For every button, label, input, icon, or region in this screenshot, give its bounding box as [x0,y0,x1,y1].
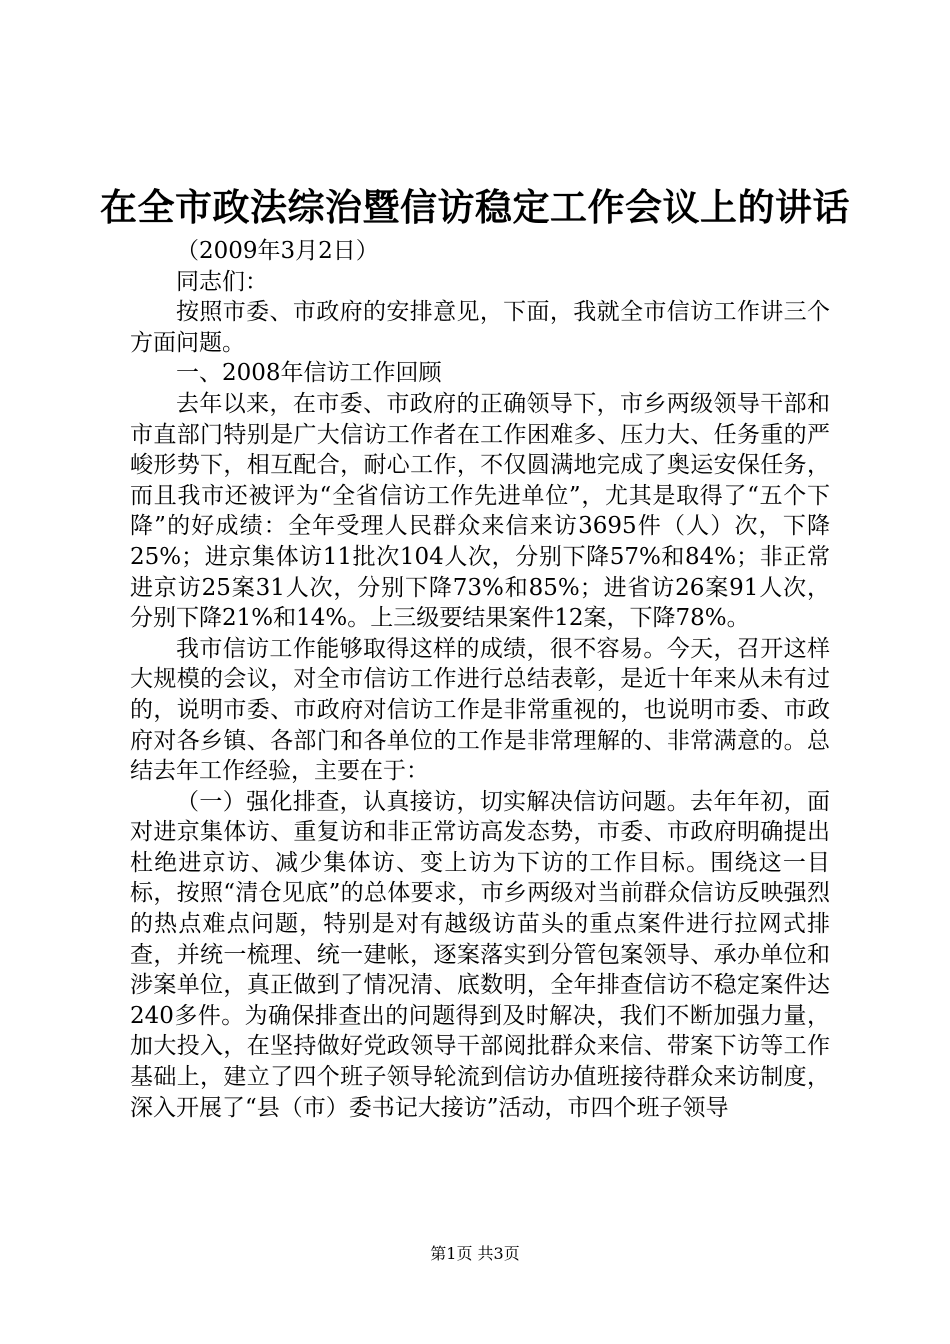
paragraph-subsection-1: （一）强化排查，认真接访，切实解决信访问题。去年年初，面对进京集体访、重复访和非正常访高发态势，市委、市政府明确提出杜绝进京访、减少集体访、变上访为下访的工作目标。围绕这一目标，按照“清仓见底”的总体要求，市乡两级对当前群众信访反映强烈的热点难点问题，特别是对有越级访苗头的重点案件进行拉网式排查，并统一梳理、统一建帐，逐案落实到分管包案领导、承办单位和涉案单位，真正做到了情况清、底数明，全年排查信访不稳定案件达240多件。为确保排查出的问题得到及时解决，我们不断加强力量，加大投入，在坚持做好党政领导干部阅批群众来信、带案下访等工作基础上，建立了四个班子领导轮流到信访办值班接待群众来访制度，深入开展了“县（市）委书记大接访”活动，市四个班子领导 [130,788,830,1121]
paragraph-achievement: 我市信访工作能够取得这样的成绩，很不容易。今天，召开这样大规模的会议，对全市信访工作进行总结表彰，是近十年来从未有过的，说明市委、市政府对信访工作是非常重视的，也说明市委、市政府对各乡镇、各部门和各单位的工作是非常理解的、非常满意的。总结去年工作经验，主要在于： [130,635,830,785]
paragraph-review: 去年以来，在市委、市政府的正确领导下，市乡两级领导干部和市直部门特别是广大信访工作者在工作困难多、压力大、任务重的严峻形势下，相互配合，耐心工作，不仅圆满地完成了奥运安保任务，而且我市还被评为“全省信访工作先进单位”，尤其是取得了“五个下降”的好成绩：全年受理人民群众来信来访3695件（人）次，下降25%；进京集体访11批次104人次，分别下降57%和84%；非正常进京访25案31人次，分别下降73%和85%；进省访26案91人次，分别下降21%和14%。上三级要结果案件12案，下降78%。 [130,390,830,632]
section-heading-1: 一、2008年信访工作回顾 [176,360,442,387]
page-footer: 第1页 共3页 [430,1244,520,1263]
paragraph-intro: 按照市委、市政府的安排意见，下面，我就全市信访工作讲三个方面问题。 [130,299,830,356]
speech-date: （2009年3月2日） [176,238,379,264]
document-title: 在全市政法综治暨信访稳定工作会议上的讲话 [100,185,850,229]
salutation: 同志们： [176,268,268,295]
document-body [130,236,830,1123]
